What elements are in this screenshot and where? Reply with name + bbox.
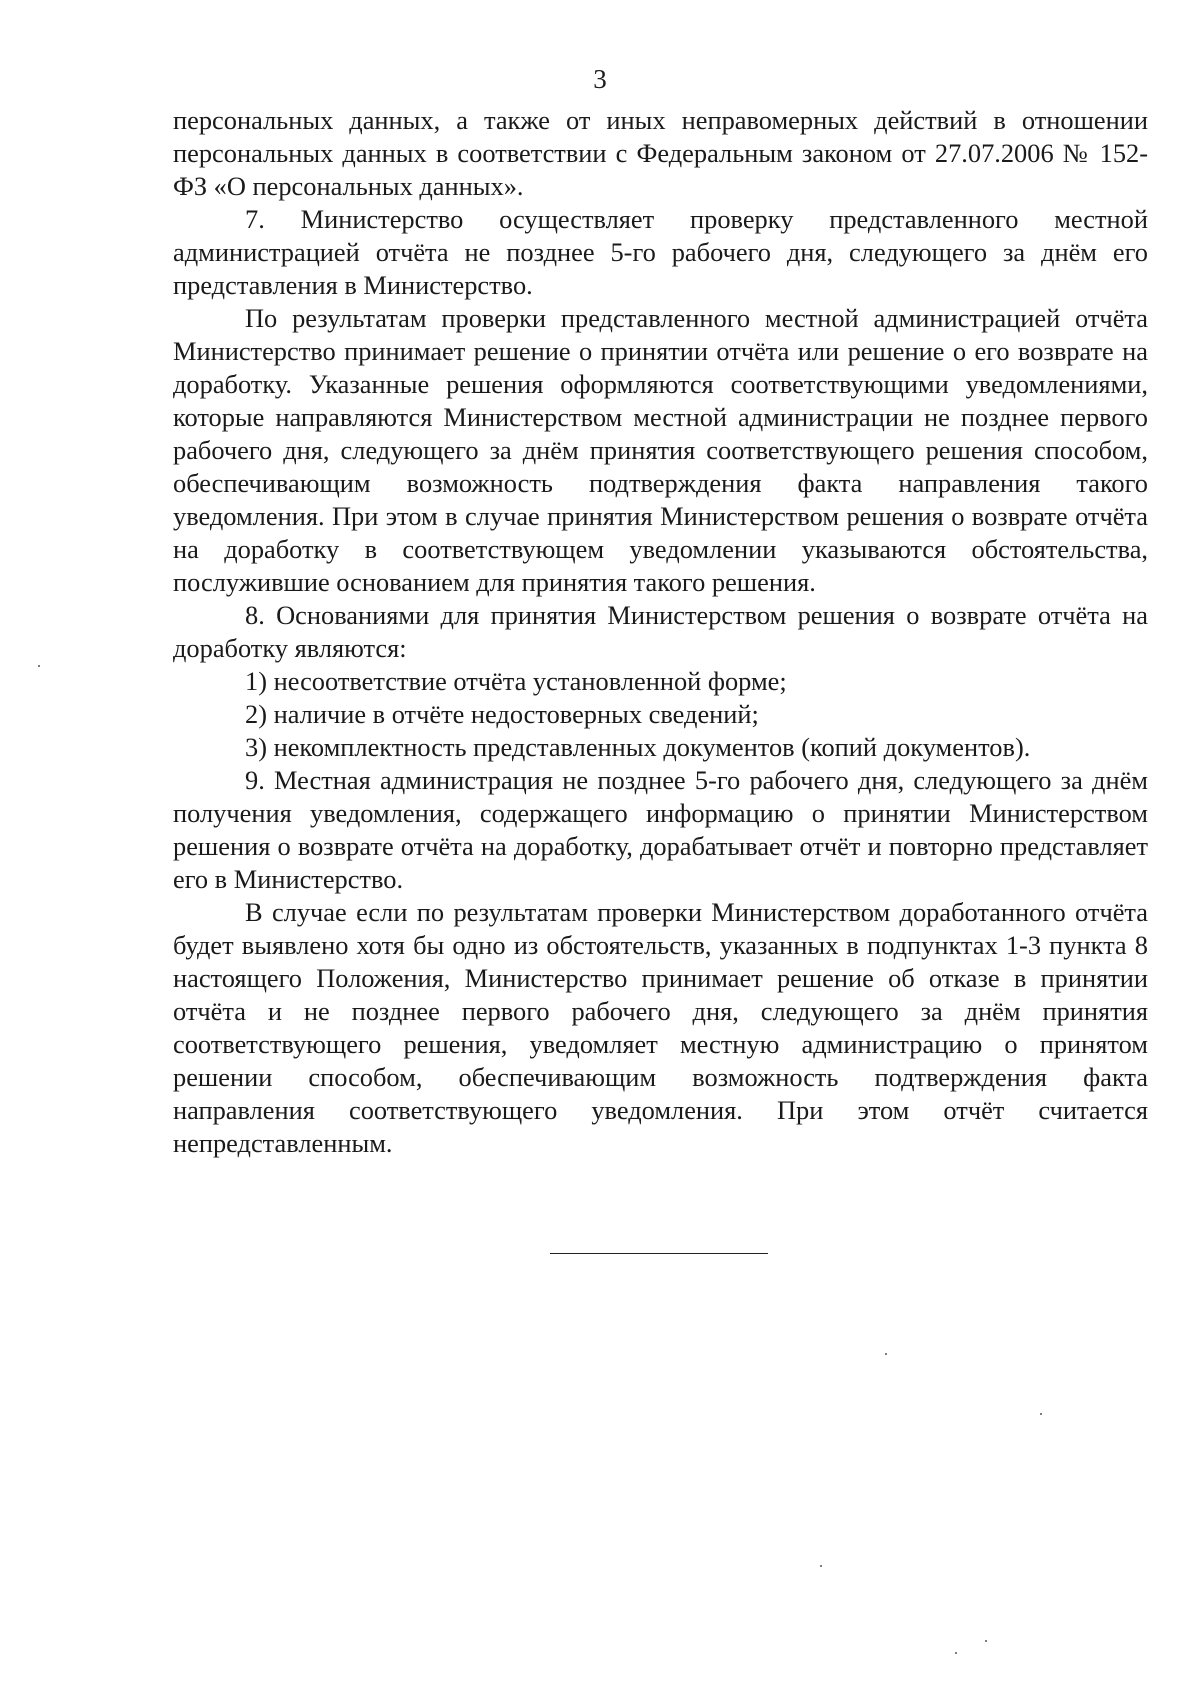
scan-speck xyxy=(885,1353,887,1355)
paragraph-item-7: 7. Министерство осуществляет проверку представленного местной администрацией отчёта не позднее 5-го рабочего дня, следующего за днём его представления в Министерство. xyxy=(173,204,1148,300)
list-item-8-3: 3) некомплектность представленных документов (копий документов). xyxy=(245,732,1031,762)
scan-speck xyxy=(955,1652,957,1654)
list-item-8-1: 1) несоответствие отчёта установленной форме; xyxy=(245,666,787,696)
document-body xyxy=(173,104,1148,1160)
paragraph-item-9: 9. Местная администрация не позднее 5-го рабочего дня, следующего за днём получения уведомления, содержащего информацию о принятии Министерством решения о возврате отчёта на доработку, дорабатывает отчёт и повторно представляет его в Министерство. xyxy=(173,765,1148,894)
scan-speck xyxy=(820,1565,822,1567)
paragraph-item-7-results: По результатам проверки представленного местной администрацией отчёта Министерство принимает решение о принятии отчёта или решение о его возврате на доработку. Указанные решения оформляются соответствующими уведомлениями, которые направляются Министерством местной администрации не позднее первого рабочего дня, следующего за днём принятия соответствующего решения способом, обеспечивающим возможность подтверждения факта направления такого уведомления. При этом в случае принятия Министерством решения о возврате отчёта на доработку в соответствующем уведомлении указываются обстоятельства, послужившие основанием для принятия такого решения. xyxy=(173,303,1148,597)
list-item-8-2: 2) наличие в отчёте недостоверных сведений; xyxy=(245,699,759,729)
page-number: 3 xyxy=(593,64,607,94)
end-divider-line xyxy=(550,1253,768,1254)
scan-speck xyxy=(985,1640,987,1642)
paragraph-item-8: 8. Основаниями для принятия Министерством решения о возврате отчёта на доработку являются: xyxy=(173,600,1148,663)
scan-speck xyxy=(38,665,40,667)
scan-speck xyxy=(1040,1413,1042,1415)
paragraph-continuation: персональных данных, а также от иных неправомерных действий в отношении персональных данных в соответствии с Федеральным законом от 27.07.2006 № 152-ФЗ «О персональных данных». xyxy=(173,105,1148,201)
paragraph-item-9-refusal: В случае если по результатам проверки Министерством доработанного отчёта будет выявлено хотя бы одно из обстоятельств, указанных в подпунктах 1-3 пункта 8 настоящего Положения, Министерство принимает решение об отказе в принятии отчёта и не позднее первого рабочего дня, следующего за днём принятия соответствующего решения, уведомляет местную администрацию о принятом решении способом, обеспечивающим возможность подтверждения факта направления соответствующего уведомления. При этом отчёт считается непредставленным. xyxy=(173,897,1148,1158)
